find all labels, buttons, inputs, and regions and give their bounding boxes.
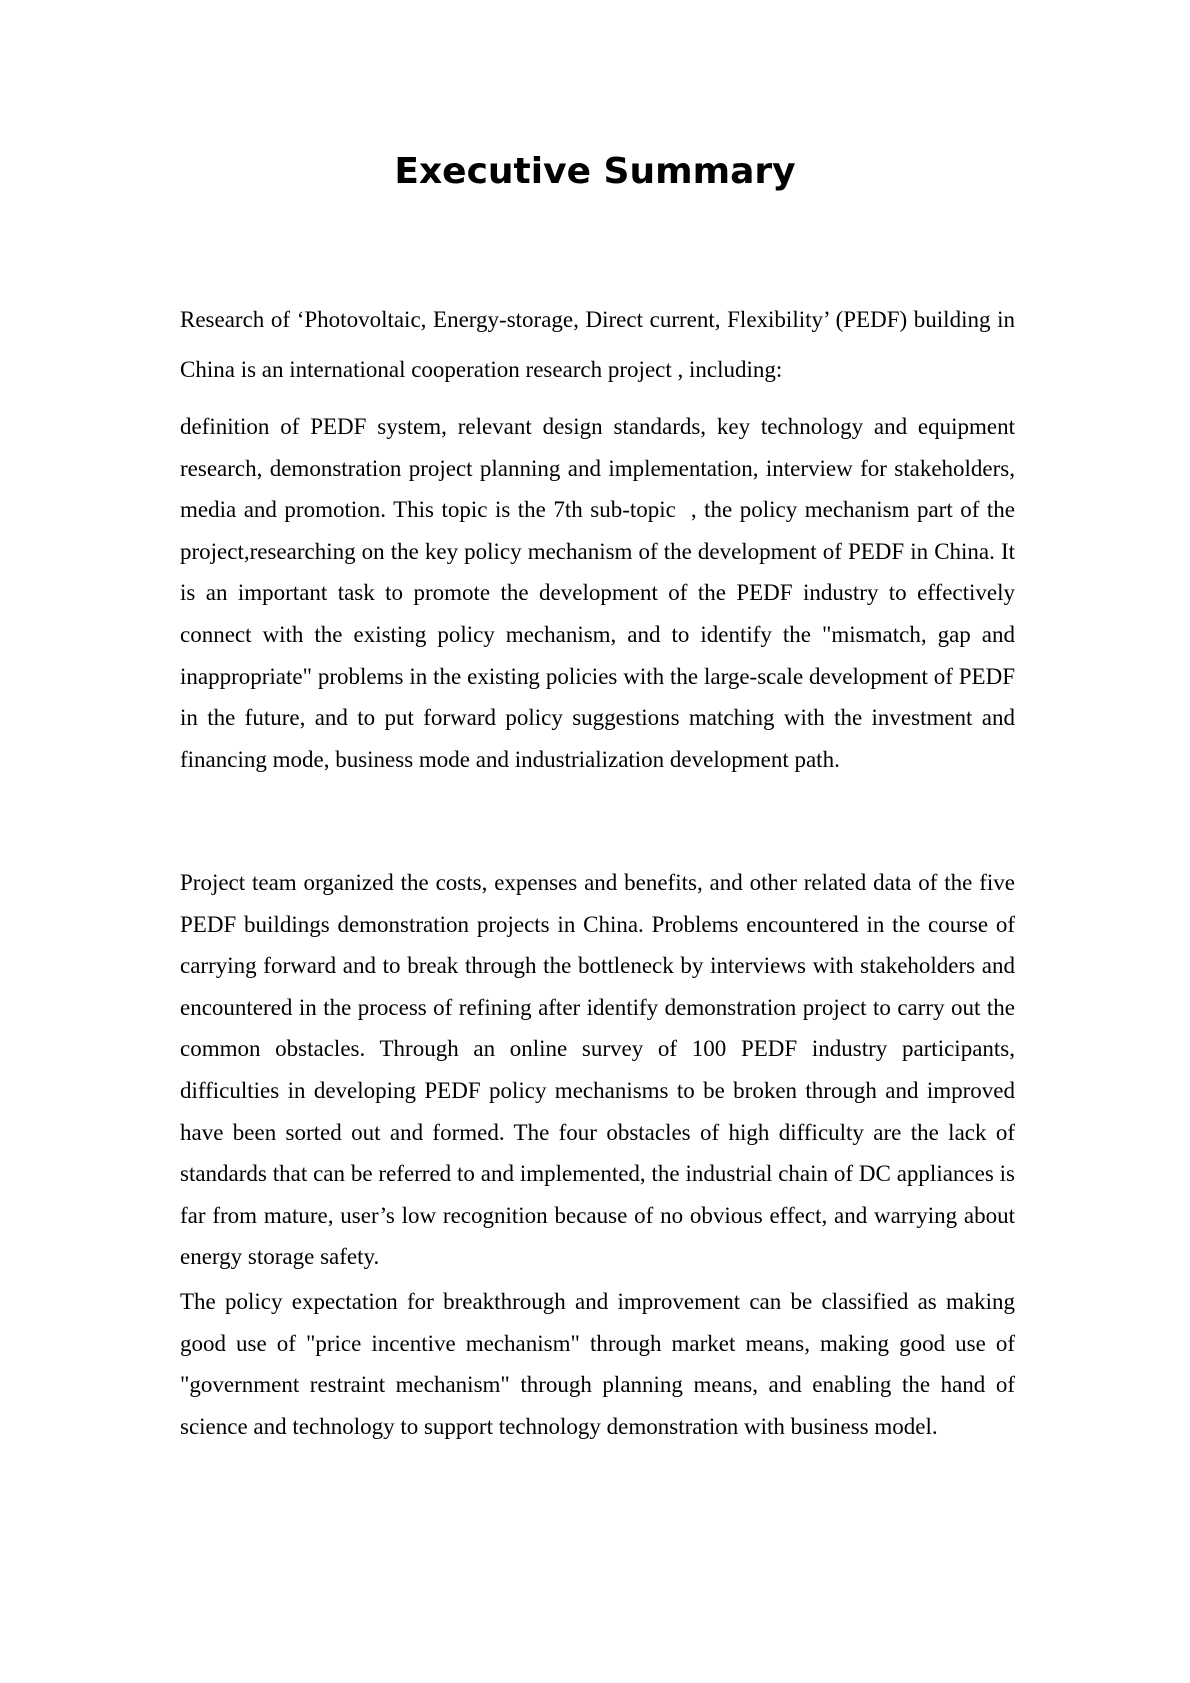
paragraph-intro: Research of ‘Photovoltaic, Energy-storage, Direct current, Flexibility’ (PEDF) building in China is an international cooperation research project , including: bbox=[180, 307, 1015, 382]
page-title: Executive Summary bbox=[394, 151, 796, 192]
paragraph-scope: definition of PEDF system, relevant design standards, key technology and equipment research, demonstration project planning and implementation, interview for stakeholders, media and promotion. This topic is the 7th sub-topic , the policy mechanism part of the project,researching on the key policy mechanism of the development of PEDF in China. It is an important task to promote the development of the PEDF industry to effectively connect with the existing policy mechanism, and to identify the "mismatch, gap and inappropriate" problems in the existing policies with the large-scale development of PEDF in the future, and to put forward policy suggestions matching with the investment and financing mode, business mode and industrialization development path. bbox=[180, 414, 1015, 772]
paragraph-policy-expectation: The policy expectation for breakthrough and improvement can be classified as making good use of "price incentive mechanism" through market means, making good use of "government restraint mechanism" through planning means, and enabling the hand of science and technology to support technology demonstration with business model. bbox=[180, 1289, 1015, 1439]
paragraph-findings: Project team organized the costs, expenses and benefits, and other related data of the five PEDF buildings demonstration projects in China. Problems encountered in the course of carrying forward and to break through the bottleneck by interviews with stakeholders and encountered in the process of refining after identify demonstration project to carry out the common obstacles. Through an online survey of 100 PEDF industry participants, difficulties in developing PEDF policy mechanisms to be broken through and improved have been sorted out and formed. The four obstacles of high difficulty are the lack of standards that can be referred to and implemented, the industrial chain of DC appliances is far from mature, user’s low recognition because of no obvious effect, and warrying about energy storage safety. bbox=[180, 870, 1015, 1270]
